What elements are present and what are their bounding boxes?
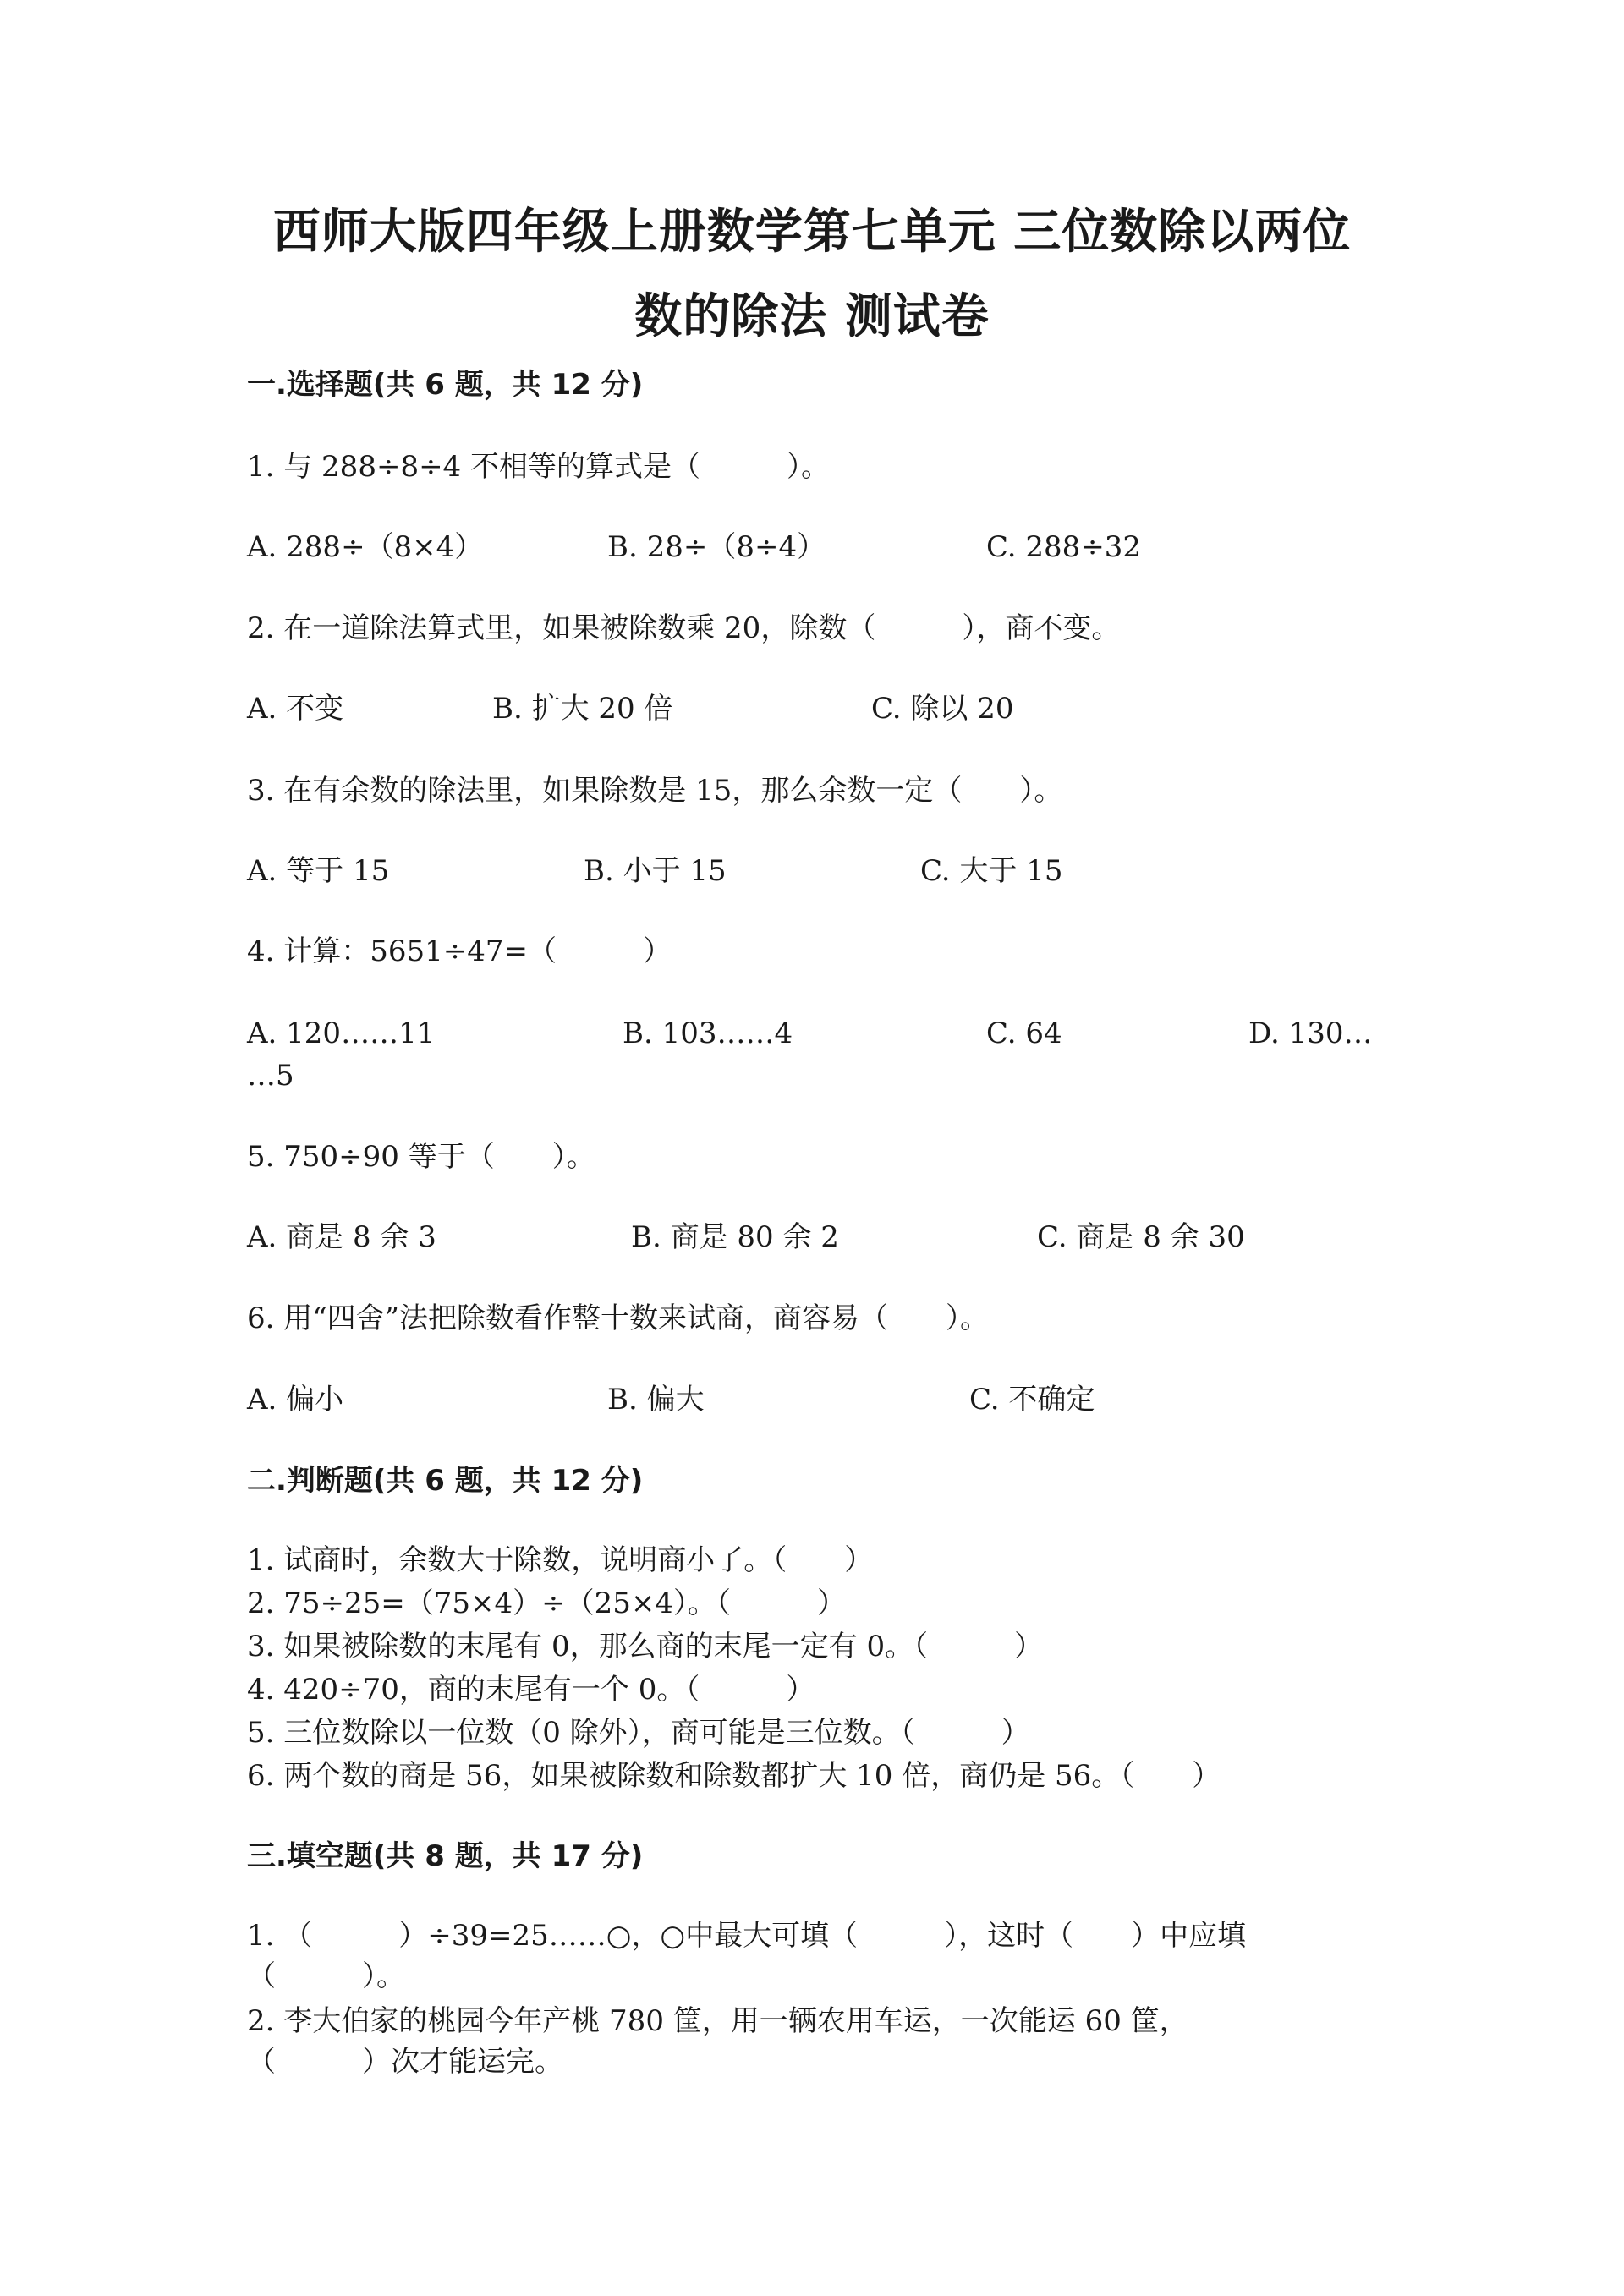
title-line-2: 数的除法 测试卷	[634, 289, 990, 344]
section-heading-fill-blank: 三.填空题(共 8 题，共 17 分)	[247, 1839, 644, 1873]
choice-q6-option-c: C. 不确定	[969, 1383, 1095, 1417]
choice-q6-option-b: B. 偏大	[607, 1383, 705, 1417]
section-heading-choice: 一.选择题(共 6 题，共 12 分)	[247, 368, 644, 402]
choice-question-2: 2. 在一道除法算式里，如果被除数乘 20，除数（ ），商不变。	[247, 611, 1121, 645]
fill-question-1-line-2: （ ）。	[247, 1959, 405, 1993]
choice-q3-option-a: A. 等于 15	[247, 854, 390, 888]
choice-q1-option-b: B. 28÷（8÷4）	[607, 530, 826, 564]
judgement-question-6: 6. 两个数的商是 56，如果被除数和除数都扩大 10 倍，商仍是 56。（ ）	[247, 1759, 1221, 1793]
choice-q2-option-a: A. 不变	[247, 692, 344, 726]
choice-q3-option-c: C. 大于 15	[920, 854, 1063, 888]
choice-q2-option-b: B. 扩大 20 倍	[492, 692, 673, 726]
choice-q5-option-a: A. 商是 8 余 3	[247, 1220, 436, 1254]
choice-q4-option-a: A. 120……11	[247, 1016, 436, 1050]
choice-q4-option-d-wrap: …5	[247, 1059, 294, 1093]
choice-q6-option-a: A. 偏小	[247, 1383, 344, 1417]
title-line-1: 西师大版四年级上册数学第七单元 三位数除以两位	[272, 205, 1352, 260]
choice-question-3: 3. 在有余数的除法里，如果除数是 15，那么余数一定（ ）。	[247, 774, 1063, 808]
choice-question-4: 4. 计算：5651÷47=（ ）	[247, 934, 672, 968]
exam-title	[0, 190, 1624, 359]
choice-q5-option-b: B. 商是 80 余 2	[631, 1220, 839, 1254]
choice-q4-option-d: D. 130…	[1248, 1016, 1373, 1050]
choice-question-5: 5. 750÷90 等于（ ）。	[247, 1140, 595, 1174]
section-heading-judgement: 二.判断题(共 6 题，共 12 分)	[247, 1464, 644, 1498]
choice-q4-option-b: B. 103……4	[623, 1016, 793, 1050]
fill-question-1-line-1: 1. （ ）÷39=25……○，○中最大可填（ ），这时（ ）中应填	[247, 1919, 1247, 1953]
judgement-question-1: 1. 试商时，余数大于除数，说明商小了。（ ）	[247, 1543, 874, 1577]
judgement-question-2: 2. 75÷25=（75×4）÷（25×4）。（ ）	[247, 1586, 847, 1620]
fill-question-2-line-2: （ ）次才能运完。	[247, 2045, 563, 2079]
choice-q1-option-a: A. 288÷（8×4）	[247, 530, 484, 564]
choice-question-1: 1. 与 288÷8÷4 不相等的算式是（ ）。	[247, 450, 830, 484]
judgement-question-3: 3. 如果被除数的末尾有 0，那么商的末尾一定有 0。（ ）	[247, 1630, 1044, 1663]
judgement-question-5: 5. 三位数除以一位数（0 除外），商可能是三位数。（ ）	[247, 1716, 1030, 1750]
judgement-question-4: 4. 420÷70，商的末尾有一个 0。（ ）	[247, 1673, 815, 1707]
choice-q1-option-c: C. 288÷32	[986, 530, 1142, 564]
choice-q2-option-c: C. 除以 20	[871, 692, 1014, 726]
choice-question-6: 6. 用“四舍”法把除数看作整十数来试商，商容易（ ）。	[247, 1301, 990, 1335]
choice-q5-option-c: C. 商是 8 余 30	[1037, 1220, 1245, 1254]
fill-question-2-line-1: 2. 李大伯家的桃园今年产桃 780 筐，用一辆农用车运，一次能运 60 筐，	[247, 2004, 1188, 2038]
choice-q3-option-b: B. 小于 15	[584, 854, 727, 888]
choice-q4-option-c: C. 64	[986, 1016, 1062, 1050]
